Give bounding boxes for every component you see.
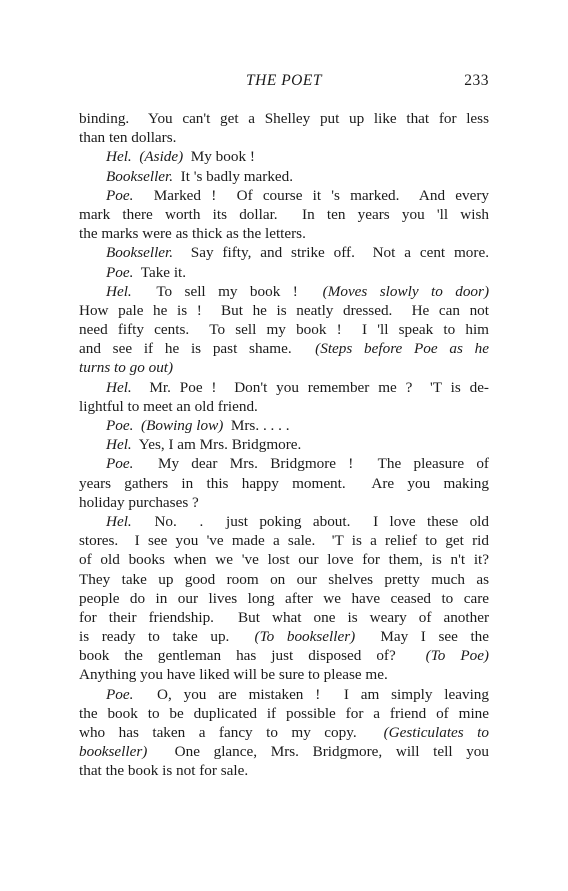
running-title: THE POET bbox=[246, 72, 322, 89]
text-segment: They take up good room on our shelves pretty much as bbox=[79, 570, 489, 588]
italic-text-segment: Bookseller. bbox=[106, 167, 174, 185]
text-line bbox=[79, 167, 489, 186]
text-segment: and see if he is past shame. bbox=[79, 340, 316, 358]
italic-text-segment: (Gesticulates to bbox=[383, 724, 489, 741]
italic-text-segment: Poe. bbox=[106, 685, 134, 703]
text-line bbox=[79, 550, 489, 569]
italic-text-segment: Poe. bbox=[106, 455, 134, 473]
running-head bbox=[79, 72, 489, 92]
text-line bbox=[79, 627, 489, 646]
text-segment: Mr. Poe ! Don't you remember me ? 'T is de- bbox=[131, 378, 489, 396]
text-segment: binding. You can't get a Shelley put up like that for less bbox=[79, 110, 489, 127]
italic-text-segment: Hel. bbox=[106, 378, 132, 396]
text-segment: Say fifty, and strike off. Not a cent more. bbox=[173, 244, 489, 262]
text-line bbox=[79, 474, 489, 493]
text-segment: the marks were as thick as the letters. bbox=[79, 225, 306, 243]
text-segment: people do in our lives long after we have ceased to care bbox=[79, 589, 489, 607]
text-line bbox=[79, 435, 489, 454]
text-line bbox=[79, 531, 489, 550]
text-line bbox=[79, 320, 489, 339]
text-segment: that the book is not for sale. bbox=[79, 762, 249, 780]
text-line bbox=[79, 147, 489, 166]
text-segment: O, you are mistaken ! I am simply leaving bbox=[133, 685, 489, 703]
italic-text-segment: (Bowing low) bbox=[141, 417, 224, 434]
text-segment: Marked ! Of course it 's marked. And every bbox=[133, 186, 489, 204]
text-segment: How pale he is ! But he is neatly dressed. He can not bbox=[79, 301, 489, 319]
text-segment: than ten dollars. bbox=[79, 129, 177, 147]
italic-text-segment: (Moves slowly to door) bbox=[322, 282, 489, 300]
text-line bbox=[79, 742, 489, 761]
text-segment: To sell my book ! bbox=[131, 282, 323, 300]
text-line bbox=[79, 358, 489, 377]
page-number: 233 bbox=[464, 72, 489, 89]
text-segment: mark there worth its dollar. In ten years you 'll wish bbox=[79, 205, 489, 223]
text-segment: No. . just poking about. I love these old bbox=[131, 512, 489, 530]
text-segment: need fifty cents. To sell my book ! I 'll speak to him bbox=[79, 321, 489, 339]
text-line bbox=[79, 301, 489, 320]
text-line bbox=[79, 339, 489, 358]
text-segment: Mrs. . . . . bbox=[223, 417, 290, 434]
text-segment: My dear Mrs. Bridgmore ! The pleasure of bbox=[133, 455, 489, 473]
text-line bbox=[79, 704, 489, 723]
text-line bbox=[79, 512, 489, 531]
text-line bbox=[79, 128, 489, 147]
italic-text-segment: Hel. bbox=[106, 148, 132, 166]
text-line bbox=[79, 493, 489, 512]
text-segment: One glance, Mrs. Bridgmore, will tell you bbox=[147, 743, 489, 761]
text-segment: for their friendship. But what one is weary of another bbox=[79, 608, 489, 626]
text-line bbox=[79, 378, 489, 397]
italic-text-segment: (Steps before Poe as he bbox=[315, 340, 489, 358]
text-line bbox=[79, 608, 489, 627]
body-text bbox=[79, 109, 489, 781]
text-line bbox=[79, 109, 489, 128]
italic-text-segment: turns to go out) bbox=[79, 359, 174, 377]
text-segment: years gathers in this happy moment. Are you making bbox=[79, 474, 489, 492]
italic-text-segment: Bookseller. bbox=[106, 244, 174, 262]
italic-text-segment: (Aside) bbox=[139, 148, 184, 166]
text-line bbox=[79, 243, 489, 262]
text-segment: is ready to take up. bbox=[79, 628, 255, 646]
text-line bbox=[79, 397, 489, 416]
text-line bbox=[79, 665, 489, 684]
italic-text-segment: Hel. bbox=[106, 282, 132, 300]
italic-text-segment: Poe. bbox=[106, 186, 134, 204]
text-line bbox=[79, 186, 489, 205]
text-segment: Take it. bbox=[133, 263, 187, 281]
text-line bbox=[79, 454, 489, 473]
text-segment: holiday purchases ? bbox=[79, 493, 199, 511]
text-line bbox=[79, 761, 489, 780]
text-segment: stores. I see you 've made a sale. 'T is a relief to get rid bbox=[79, 532, 489, 550]
text-segment: lightful to meet an old friend. bbox=[79, 397, 258, 415]
italic-text-segment: (To bookseller) bbox=[254, 628, 356, 646]
text-segment: who has taken a fancy to my copy. bbox=[79, 724, 384, 741]
italic-text-segment: Hel. bbox=[106, 436, 132, 454]
text-line bbox=[79, 282, 489, 301]
italic-text-segment: Poe. bbox=[106, 417, 134, 434]
text-segment bbox=[133, 417, 141, 434]
text-segment: My book ! bbox=[183, 148, 255, 166]
text-line bbox=[79, 646, 489, 665]
text-segment: It 's badly marked. bbox=[173, 167, 294, 185]
text-segment: Yes, I am Mrs. Bridgmore. bbox=[131, 436, 302, 454]
text-line bbox=[79, 416, 489, 435]
italic-text-segment: (To Poe) bbox=[425, 647, 489, 665]
text-segment: May I see the bbox=[355, 628, 490, 646]
italic-text-segment: Poe. bbox=[106, 263, 134, 281]
italic-text-segment: bookseller) bbox=[79, 743, 148, 761]
text-line bbox=[79, 224, 489, 243]
text-segment: of old books when we 've lost our love for them, is n't it? bbox=[79, 551, 489, 569]
text-segment: book the gentleman has just disposed of? bbox=[79, 647, 426, 665]
text-line bbox=[79, 723, 489, 742]
text-line bbox=[79, 685, 489, 704]
text-line bbox=[79, 263, 489, 282]
text-line bbox=[79, 205, 489, 224]
text-line bbox=[79, 589, 489, 608]
text-segment: Anything you have liked will be sure to please me. bbox=[79, 666, 388, 684]
italic-text-segment: Hel. bbox=[106, 512, 132, 530]
text-line bbox=[79, 570, 489, 589]
text-segment: the book to be duplicated if possible for a friend of mine bbox=[79, 704, 489, 722]
